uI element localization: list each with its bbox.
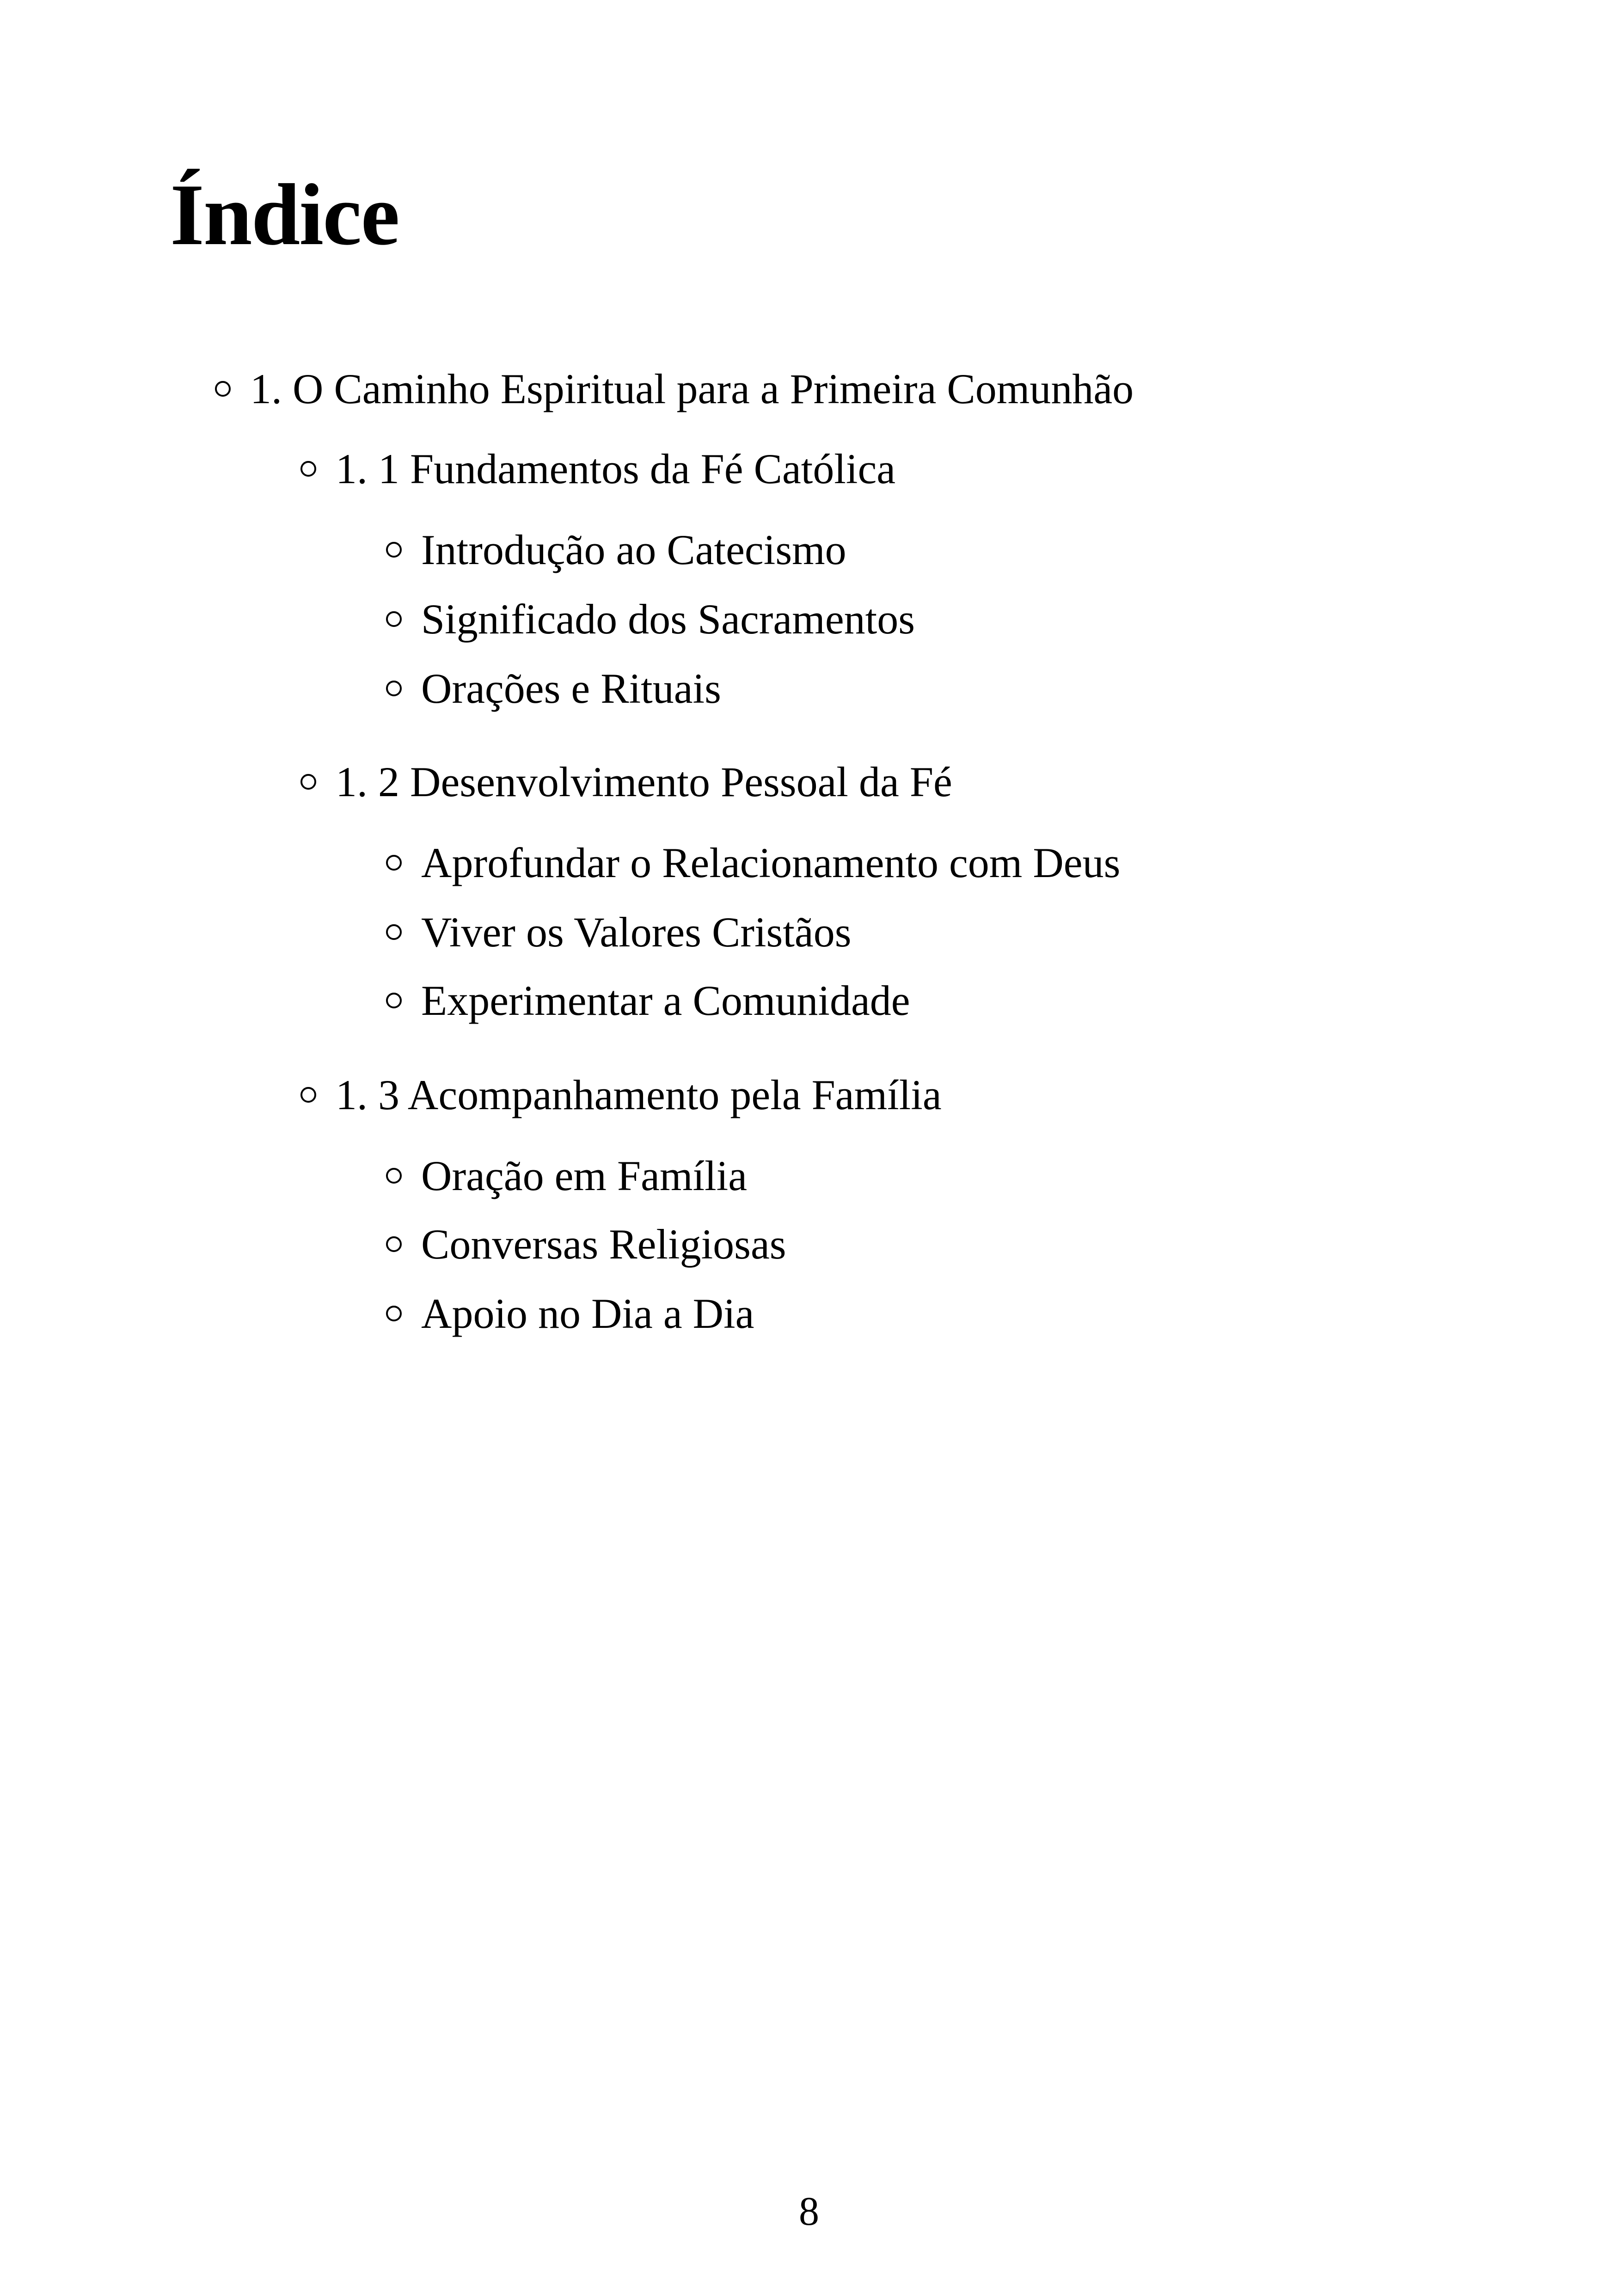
toc-section-1-3[interactable]	[300, 1071, 942, 1118]
circle-bullet-icon	[386, 1168, 402, 1184]
circle-bullet-icon	[386, 1236, 402, 1252]
circle-bullet-icon	[300, 774, 316, 790]
toc-section-1-1[interactable]	[300, 445, 896, 492]
toc-item[interactable]	[386, 1221, 786, 1268]
toc-chapter-label: 1. O Caminho Espiritual para a Primeira Comunhão	[250, 365, 1134, 412]
toc-item[interactable]	[386, 667, 721, 710]
circle-bullet-icon	[386, 611, 402, 627]
circle-bullet-icon	[300, 1087, 316, 1103]
toc-item-label: Oração em Família	[421, 1152, 748, 1199]
toc-item[interactable]	[386, 979, 910, 1022]
page-number: 8	[799, 2189, 819, 2234]
circle-bullet-icon	[386, 681, 402, 696]
toc-section-1-2[interactable]	[300, 758, 952, 805]
toc-item-label: Introdução ao Catecismo	[421, 526, 846, 573]
toc-item[interactable]	[386, 1154, 747, 1197]
circle-bullet-icon	[300, 461, 316, 477]
page-title: Índice	[170, 166, 399, 264]
toc-item[interactable]	[386, 528, 846, 571]
toc-item-label: Aprofundar o Relacionamento com Deus	[421, 839, 1121, 886]
circle-bullet-icon	[386, 1306, 402, 1321]
toc-item[interactable]	[386, 1292, 754, 1335]
toc-section-label: 1. 3 Acompanhamento pela Família	[336, 1071, 942, 1118]
toc-item[interactable]	[386, 841, 1120, 884]
toc-item-label: Significado dos Sacramentos	[421, 595, 915, 643]
circle-bullet-icon	[386, 924, 402, 940]
toc-item-label: Experimentar a Comunidade	[421, 977, 910, 1024]
toc-item-label: Orações e Rituais	[421, 665, 721, 712]
toc-item[interactable]	[386, 909, 852, 956]
toc-chapter-1[interactable]	[215, 365, 1134, 412]
toc-section-label: 1. 2 Desenvolvimento Pessoal da Fé	[336, 758, 952, 805]
toc-item[interactable]	[386, 595, 915, 643]
circle-bullet-icon	[386, 542, 402, 558]
toc-item-label: Viver os Valores Cristãos	[421, 909, 852, 956]
circle-bullet-icon	[386, 855, 402, 871]
toc-section-label: 1. 1 Fundamentos da Fé Católica	[336, 445, 896, 492]
circle-bullet-icon	[215, 381, 231, 397]
circle-bullet-icon	[386, 993, 402, 1008]
toc-item-label: Conversas Religiosas	[421, 1221, 786, 1268]
toc-item-label: Apoio no Dia a Dia	[421, 1290, 754, 1337]
